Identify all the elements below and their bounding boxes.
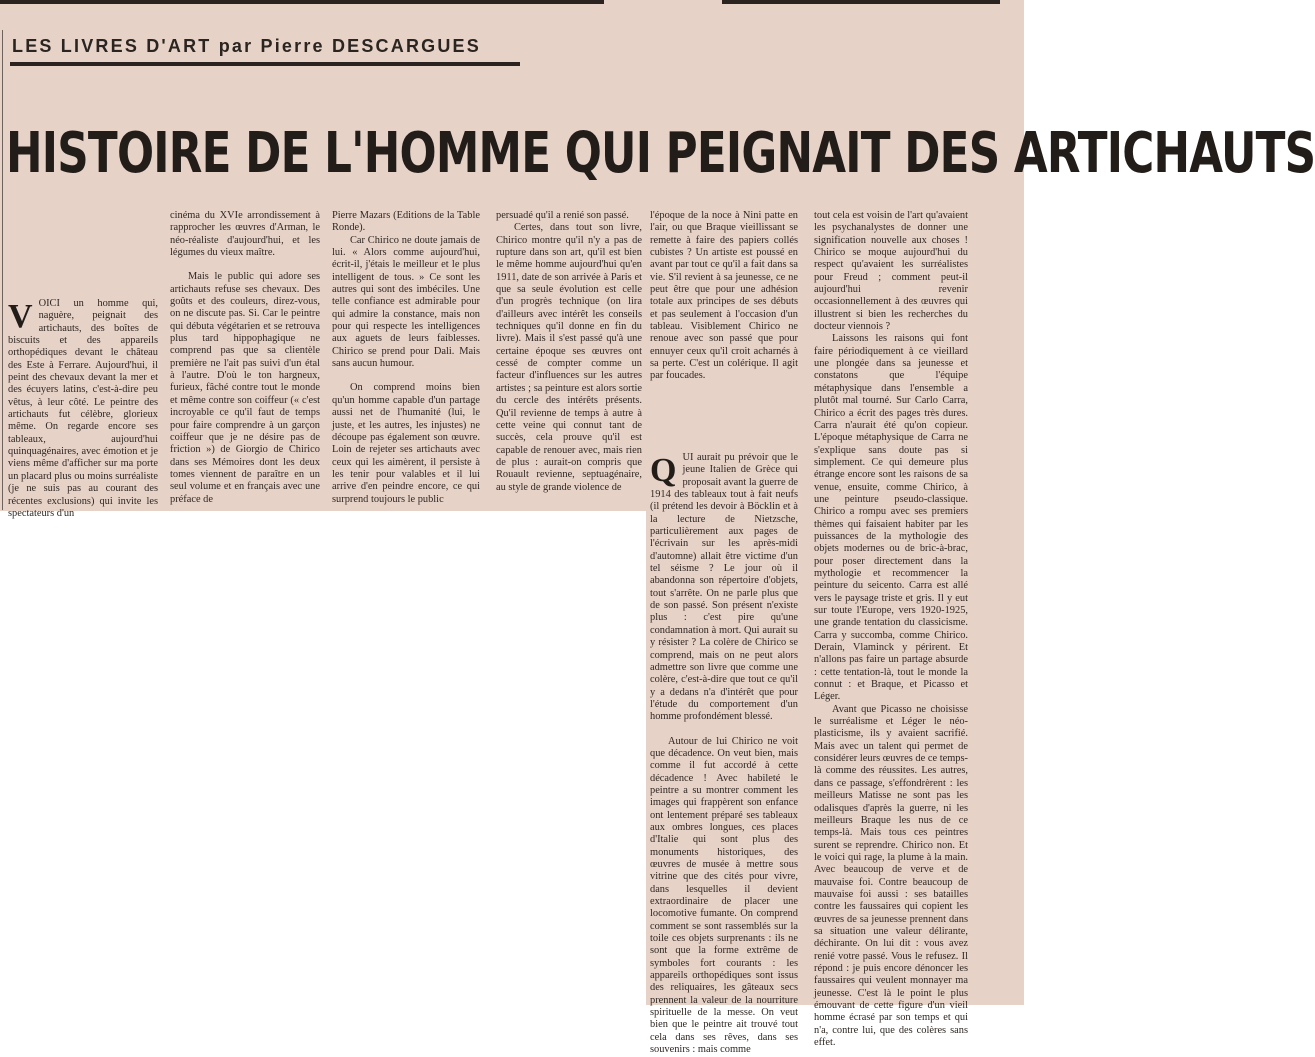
page-folio-fragment (648, 0, 708, 6)
article-headline: HISTOIRE DE L'HOMME QUI PEIGNAIT DES ARTICHAUTS (6, 121, 1315, 186)
section-heading-underline (10, 62, 520, 66)
article-column-1 (8, 298, 158, 519)
article-column-4 (496, 210, 642, 506)
article-column-5-continued (650, 452, 798, 1056)
article-paragraph: cinéma du XVIe arrondissement à rapprocher les œuvres d'Arman, le néo-réaliste d'aujourd'hui, et les légumes du vieux maître. (170, 210, 320, 259)
top-rule-left (0, 0, 604, 4)
drop-cap: V (8, 298, 33, 335)
article-paragraph: Autour de lui Chirico ne voit que décadence. On veut bien, mais comme il fut accordé à cette décadence ! Avec habileté le peintre a su montrer comment les images qui frappèrent son enfance ont lentement préparé ses tableaux aux ombres longues, ces places d'Italie qui sont plus des monuments historiques, des œuvres de musée à mettre sous vitrine que des cités pour vivre, dans lesquelles il devient extraordinaire de placer une locomotive fumante. On comprend comment se sont rassemblés sur la toile ces objets surprenants : ils ne sont que la forme extrême de symboles fort courants : les appareils orthopédiques sont issus des reliquaires, les gâteaux secs prennent la valeur de la nourriture spirituelle de la messe. On veut bien que le peintre ait trouvé tout cela dans ses rêves, dans ses souvenirs : mais comme (650, 735, 798, 1056)
article-paragraph: On comprend moins bien qu'un homme capable d'un partage aussi net de l'humanité (lui, le juste, et les autres, les injustes) ne découpe pas également son œuvre. Loin de rejeter ses artichauts avec ceux qui les aimèrent, il persiste à les tenir pour valables et il lui arrive d'en peindre encore, ce qui surprend toujours le public (332, 382, 480, 505)
article-paragraph: Certes, dans tout son livre, Chirico montre qu'il n'y a pas de rupture dans son art, qu'il est bien le même homme aujourd'hui qu'en 1911, date de son arrivée à Paris et que sa seule évolution est celle d'un progrès technique (on lira d'ailleurs avec intérêt les conseils techniques qu'il donne en fin du livre). Mais il s'est passé qu'à une certaine époque ses œuvres ont cessé de compter comme un facteur d'influences sur les autres artistes ; sa peinture est alors sortie du cercle des intérêts présents. Qu'il revienne de temps à autre à cette veine qui connut tant de succès, cela prouve qu'il est capable de renouer avec, mais rien de plus : aurait-on compris que Rouault revienne, septuagénaire, au style de grande violence de (496, 222, 642, 493)
article-paragraph: Mais le public qui adore ses artichauts refuse ses chevaux. Des goûts et des couleurs, direz-vous, on ne discute pas. Si. Car le peintre qui débuta végétarien et se retrouva plus tard hippophagique ne comprend pas que sa clientèle première ne l'ait pas suivi d'un étal à l'autre. D'où le ton hargneux, furieux, fâché contre tout le monde et même contre son coiffeur (« c'est incroyable ce qu'il faut de temps pour faire comprendre à un garçon coiffeur que je ne désire pas de friction ») de Giorgio de Chirico dans ses Mémoires dont les deux tomes viennent de paraître en un seul volume et en français avec une préface de (170, 271, 320, 505)
article-column-2 (170, 210, 320, 506)
article-paragraph: l'époque de la noce à Nini patte en l'air, ou que Braque vieillissant se remette à faire des papiers collés cubistes ? Un artiste est poussé en avant par tout ce qu'il a fait dans sa vie. S'il revient à sa jeunesse, ce ne peut être que pour une adhésion totale aux principes de ses débuts et pas seulement à l'occasion d'un tableau. Visiblement Chirico ne renoue avec son passé que pour ennuyer ceux qu'il croit acharnés à sa perte. C'est un colérique. Il agit par foucades. (650, 210, 798, 382)
article-paragraph: QUI aurait pu prévoir que le jeune Italien de Grèce qui proposait avant la guerre de 1914 des tableaux tout à fait neufs (il prétend les devoir à Böcklin et à la lecture de Nietzsche, particulièrement aux pages de l'écrivain sur les après-midi d'automne) allait être victime d'un tel séisme ? Le jour où il abandonna son répertoire d'objets, tout s'arrête. On ne parle plus que de son passé. Son présent n'existe plus : c'est pire qu'une condamnation à mort. Qui aurait su y résister ? La colère de Chirico se comprend, mais on ne peut alors admettre son livre que comme une colère, c'est-à-dire que tout ce qu'il y a dedans n'a d'intérêt que pour l'étude du comportement d'un homme profondément blessé. (650, 452, 798, 723)
top-rule-right (722, 0, 1000, 4)
left-margin-rule (2, 30, 3, 510)
article-column-3 (332, 210, 480, 506)
drop-cap: Q (650, 452, 677, 489)
article-paragraph: tout cela est voisin de l'art qu'avaient les psychanalystes de donner une signification nouvelle aux choses ! Chirico se moque aujourd'hui du respect qu'avaient les surréalistes pour Freud ; comment peut-il aujourd'hui revenir occasionnellement à des œuvres qui illustrent si bien les recherches du docteur viennois ? (814, 210, 968, 333)
article-paragraph: Laissons les raisons qui font faire périodiquement à ce vieillard une plongée dans sa jeunesse et constatons que l'équipe métaphysique dans l'ensemble a plutôt mal tourné. Sur Carlo Carra, Chirico a écrit des pages très dures. Carra n'aurait été qu'on copieur. L'époque métaphysique de Carra ne s'explique sans doute pas si simplement. Ce qui demeure plus étrange encore sont les raisons de sa venue, ensuite, comme Chirico, à une peinture pseudo-classique. Chirico a rompu avec ses premiers thèmes qui faisaient habiter par les puissances de la mythologie des objets modernes ou de bric-à-brac, pour poser directement dans la mythologie et recommencer la peinture du seicento. Carra est allé vers le paysage triste et gris. Il y eut sur toute l'Europe, vers 1920-1925, une grande tentation du classicisme. Carra y succomba, comme Chirico. Derain, Vlaminck y périrent. Et n'allons pas faire un partage absurde : cette tentation-là, tout le monde la connut : et Braque, et Picasso et Léger. (814, 333, 968, 703)
article-paragraph: Pierre Mazars (Editions de la Table Ronde). (332, 210, 480, 234)
section-heading: LES LIVRES D'ART par Pierre DESCARGUES (12, 36, 481, 56)
article-paragraph: Car Chirico ne doute jamais de lui. « Alors comme aujourd'hui, écrit-il, j'étais le meilleur et le plus intelligent de tous. » Ce sont les autres qui sont des imbéciles. Une telle confiance est admirable pour qui admire la constance, mais non pour qui respecte les intelligences aux aguets de leurs faiblesses. Chirico se prend pour Dali. Mais sans aucun humour. (332, 234, 480, 370)
article-paragraph: VOICI un homme qui, naguère, peignait des artichauts, des boîtes de biscuits et des appareils orthopédiques devant le château des Este à Ferrare. Aujourd'hui, il peint des chevaux devant la mer et des écuyers latins, c'est-à-dire peu vêtus, à leur côté. Le peintre des artichauts fut célèbre, glorieux même. On regarde encore ses tableaux, aujourd'hui quinquagénaires, avec émotion et je viens même d'afficher sur ma porte un placard plus ou moins surréaliste (je ne suis pas au courant des récentes exclusions) qui invite les spectateurs d'un (8, 298, 158, 519)
article-column-5 (650, 210, 798, 386)
article-paragraph: Avant que Picasso ne choisisse le surréalisme et Léger le néo-plasticisme, ils y avaient sacrifié. Mais avec un talent qui permet de considérer leurs œuvres de ce temps-là comme des réussites. Les autres, dans ce passage, s'effondrèrent : les meilleurs Matisse ne sont pas les odalisques d'après la guerre, ni les meilleurs Braque les nus de ce temps-là. Mais tous ces peintres surent se reprendre. Chirico non. Et le voici qui rage, la plume à la main. Avec beaucoup de verve et de mauvaise foi. Contre beaucoup de mauvaise foi aussi : ses batailles contre les faussaires qui copient les œuvres de sa jeunesse prennent dans sa situation une valeur délirante, déchirante. On lui dit : vous avez renié votre passé. Vous le refusez. Il répond : je puis encore dénoncer les faussaires qui veulent monnayer ma jeunesse. C'est là le point le plus émouvant de cette figure d'un vieil homme écrasé par son temps et qui n'a, contre lui, que des colères sans effet. (814, 703, 968, 1049)
article-column-6 (814, 210, 968, 1049)
article-paragraph: persuadé qu'il a renié son passé. (496, 210, 629, 221)
